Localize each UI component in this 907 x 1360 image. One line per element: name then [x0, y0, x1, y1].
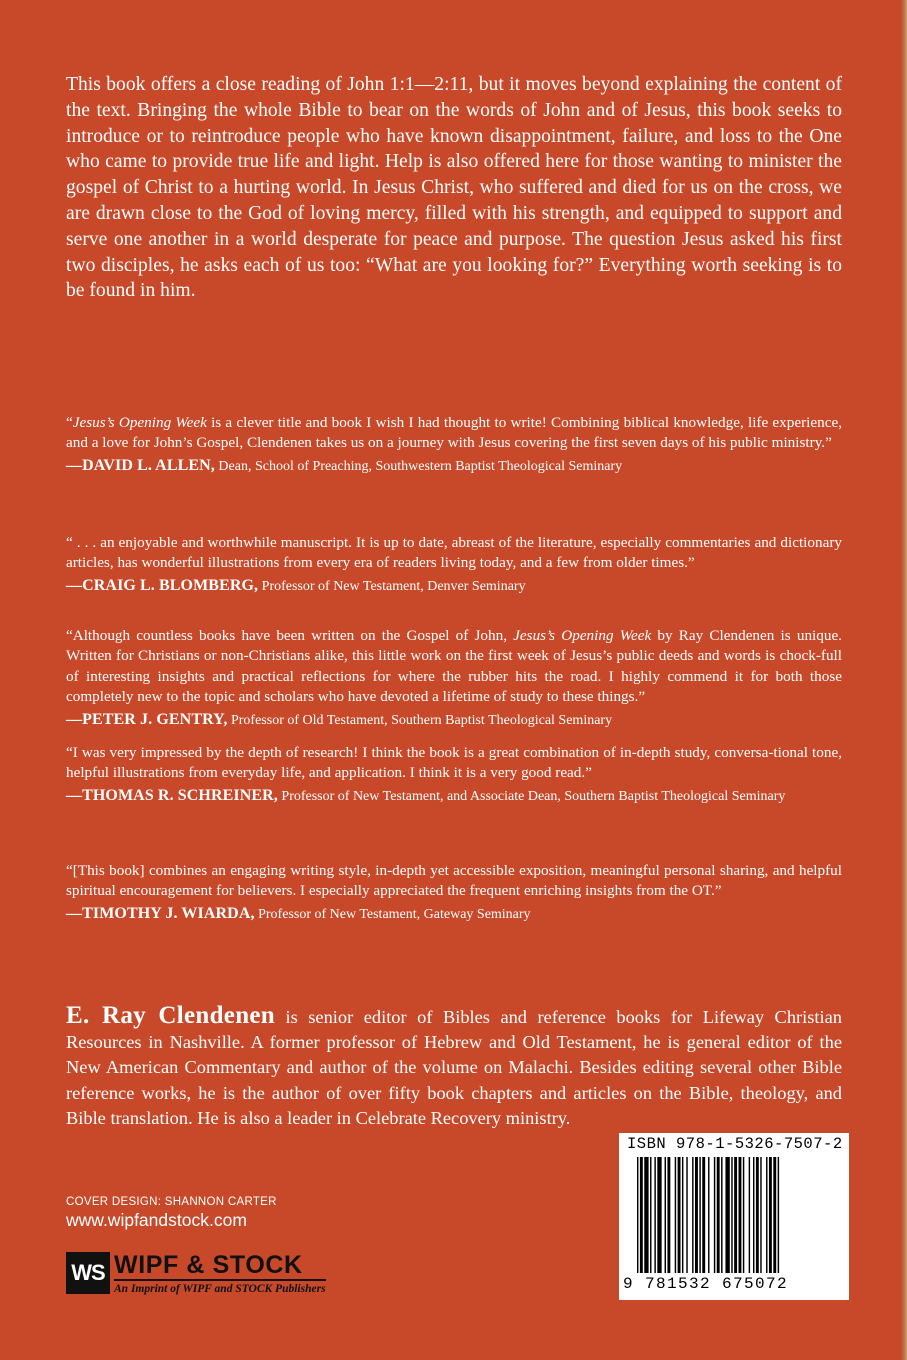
- endorser-name: —PETER J. GENTRY,: [66, 710, 228, 728]
- endorser-title: Professor of New Testament, and Associate Dean, Southern Baptist Theological Seminary: [281, 788, 786, 804]
- endorsement-attribution: [66, 456, 842, 477]
- author-bio: [66, 1003, 842, 1131]
- endorser-title: Professor of New Testament, Gateway Seminary: [258, 906, 531, 922]
- publisher-imprint: An Imprint of WIPF and STOCK Publishers: [114, 1283, 326, 1295]
- endorsement-attribution: [66, 576, 842, 597]
- isbn-barcode: [619, 1133, 849, 1300]
- endorsement-gentry: [66, 626, 842, 731]
- endorser-title: Professor of Old Testament, Southern Baptist Theological Seminary: [230, 712, 613, 728]
- endorsement-attribution: [66, 710, 842, 731]
- endorsement-quote: “[This book] combines an engaging writing style, in-depth yet accessible exposition, meaningful personal sharing, and helpful spiritual encouragement for believers. I especially appreciated the frequent enriching insights from the OT.”: [66, 862, 842, 900]
- publisher-website[interactable]: www.wipfandstock.com: [66, 1210, 247, 1230]
- cover-edge: [901, 0, 907, 1360]
- publisher-name: WIPF & STOCK: [114, 1252, 326, 1281]
- barcode-digits: 9 781532 675072: [623, 1275, 789, 1293]
- author-bio-text: is senior editor of Bibles and reference books for Lifeway Christian Resources in Nashville. A former professor of Hebrew and Old Testament, he is general editor of the New American Commentary and author of the volume on Malachi. Besides editing several other Bible reference works, he is the author of over fifty book chapters and articles on the Bible, theology, and Bible translation. He is also a leader in Celebrate Recovery ministry.: [66, 1007, 842, 1128]
- endorsement-quote: “Jesus’s Opening Week is a clever title and book I wish I had thought to write! Combining biblical knowledge, life experience, and a love for John’s Gospel, Clendenen takes us on a journey with Jesus covering the first seven days of his public ministry.”: [66, 414, 842, 452]
- cover-credits: [66, 1196, 277, 1231]
- endorsement-quote: “ . . . an enjoyable and worthwhile manuscript. It is up to date, abreast of the literature, especially commentaries and dictionary articles, has wonderful illustrations from every era of readers living today, and a few from older times.”: [66, 534, 842, 572]
- endorser-name: —DAVID L. ALLEN,: [66, 456, 215, 474]
- endorser-name: —THOMAS R. SCHREINER,: [66, 786, 278, 804]
- endorsement-schreiner: [66, 743, 842, 807]
- endorsement-allen: [66, 413, 842, 477]
- book-title-italic: Jesus’s Opening Week: [72, 414, 207, 431]
- endorsement-blomberg: [66, 533, 842, 597]
- description-text: This book offers a close reading of John 1:1—2:11, but it moves beyond explaining the content of the text. Bringing the whole Bible to bear on the words of John and of Jesus, this book seeks to introduce or to reintroduce people who have known disappointment, failure, and loss to the One who came to provide true life and light. Help is also offered here for those wanting to minister the gospel of Christ to a hurting world. In Jesus Christ, who suffered and died for us on the cross, we are drawn close to the God of loving mercy, filled with his strength, and equipped to support and serve one another in a world desperate for peace and purpose. The question Jesus asked his first two disciples, he asks each of us too: “What are you looking for?” Everything worth seeking is to be found in him.: [66, 74, 842, 302]
- cover-design-credit: COVER DESIGN: SHANNON CARTER: [66, 1196, 277, 1208]
- isbn-label: ISBN 978-1-5326-7507-2: [627, 1135, 843, 1153]
- endorser-title: Professor of New Testament, Denver Seminary: [261, 578, 526, 594]
- barcode-bars-icon: [637, 1157, 833, 1277]
- endorsement-wiarda: [66, 861, 842, 925]
- endorser-title: Dean, School of Preaching, Southwestern Baptist Theological Seminary: [218, 458, 623, 474]
- endorsement-quote: “I was very impressed by the depth of research! I think the book is a great combination of in-depth study, conversa-tional tone, helpful illustrations from everyday life, and application. I think it is a very good read.”: [66, 744, 842, 782]
- author-name: E. Ray Clendenen: [66, 1002, 275, 1029]
- endorsement-attribution: [66, 904, 842, 925]
- book-description: [66, 72, 842, 304]
- ws-logo-icon: WS: [66, 1252, 110, 1294]
- endorsement-quote: “Although countless books have been written on the Gospel of John, Jesus’s Opening Week by Ray Clendenen is unique. Written for Christians or non-Christians alike, this little work on the first week of Jesus’s public deeds and words is chock-full of interesting insights and practical reflections for where the rubber hits the road. I highly commend it for both those completely new to the topic and scholars who have devoted a lifetime of study to these things.”: [66, 627, 842, 706]
- endorsement-attribution: [66, 786, 842, 807]
- endorser-name: —CRAIG L. BLOMBERG,: [66, 576, 259, 594]
- book-title-italic: Jesus’s Opening Week: [513, 627, 652, 644]
- endorser-name: —TIMOTHY J. WIARDA,: [66, 904, 255, 922]
- publisher-logo: [66, 1252, 326, 1295]
